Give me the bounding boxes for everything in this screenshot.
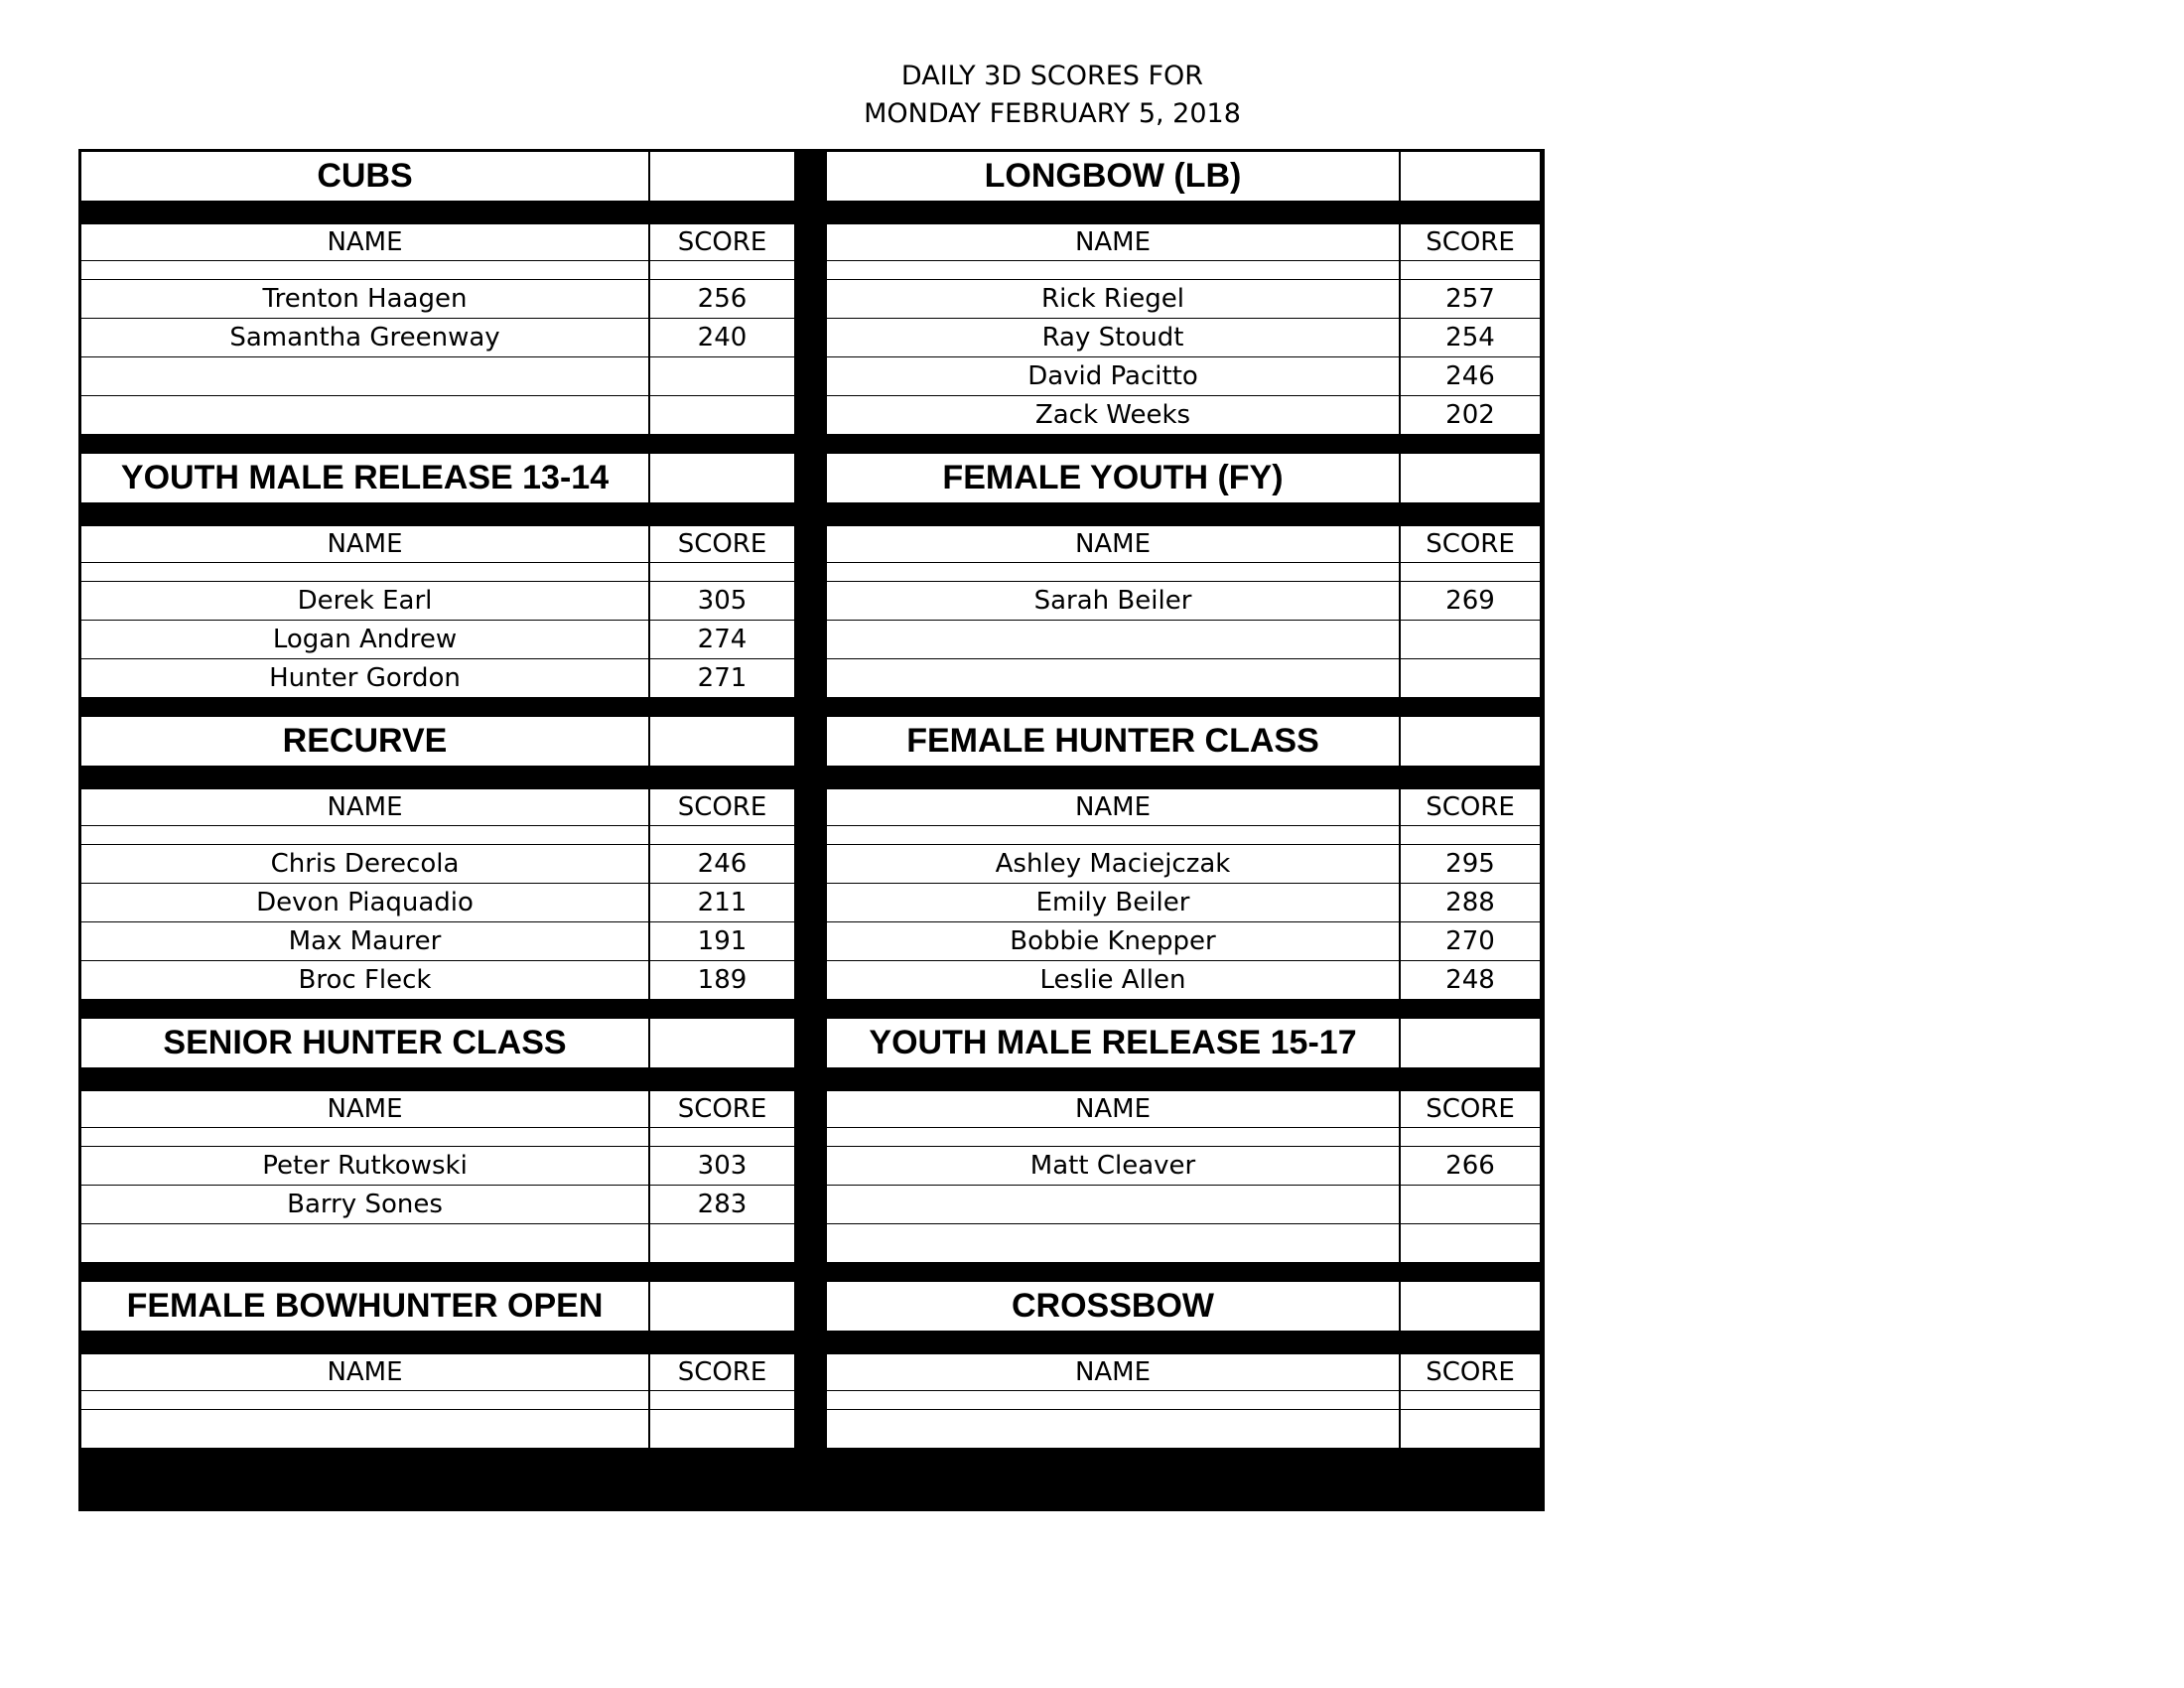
category-header: YOUTH MALE RELEASE 15-17 — [827, 1019, 1399, 1067]
competitor-score — [650, 357, 794, 395]
score-column-header: SCORE — [650, 1354, 794, 1390]
spacer-row — [1401, 563, 1540, 581]
name-column-header: NAME — [827, 1091, 1399, 1127]
scores-table — [78, 149, 1545, 1511]
spacer-row — [827, 1391, 1399, 1409]
competitor-name — [827, 621, 1399, 658]
category-header-blank — [1401, 152, 1540, 201]
competitor-name: Max Maurer — [81, 922, 648, 960]
competitor-score: 288 — [1401, 884, 1540, 921]
category-header: FEMALE HUNTER CLASS — [827, 717, 1399, 766]
spacer-row — [827, 563, 1399, 581]
competitor-name: Zack Weeks — [827, 396, 1399, 434]
competitor-name: Broc Fleck — [81, 961, 648, 999]
competitor-score — [1401, 621, 1540, 658]
category-header: FEMALE YOUTH (FY) — [827, 454, 1399, 502]
competitor-score: 271 — [650, 659, 794, 697]
competitor-score: 246 — [1401, 357, 1540, 395]
name-column-header: NAME — [81, 789, 648, 825]
category-header-blank — [650, 152, 794, 201]
competitor-name: Bobbie Knepper — [827, 922, 1399, 960]
category-header: CROSSBOW — [827, 1282, 1399, 1331]
page-title — [0, 58, 2184, 133]
score-column-header: SCORE — [650, 1091, 794, 1127]
score-column-header: SCORE — [1401, 526, 1540, 562]
competitor-name: Devon Piaquadio — [81, 884, 648, 921]
competitor-name: Ashley Maciejczak — [827, 845, 1399, 883]
competitor-score: 254 — [1401, 319, 1540, 356]
competitor-score — [1401, 1224, 1540, 1262]
competitor-name — [827, 659, 1399, 697]
score-column-header: SCORE — [650, 789, 794, 825]
competitor-name: Derek Earl — [81, 582, 648, 620]
category-header-blank — [1401, 1019, 1540, 1067]
spacer-row — [827, 1128, 1399, 1146]
spacer-row — [1401, 261, 1540, 279]
competitor-score: 257 — [1401, 280, 1540, 318]
score-column-header: SCORE — [650, 526, 794, 562]
name-column-header: NAME — [827, 1354, 1399, 1390]
competitor-name — [827, 1186, 1399, 1223]
category-header: YOUTH MALE RELEASE 13-14 — [81, 454, 648, 502]
competitor-score — [1401, 659, 1540, 697]
competitor-score: 283 — [650, 1186, 794, 1223]
spacer-row — [650, 261, 794, 279]
competitor-name — [81, 1224, 648, 1262]
competitor-name: Logan Andrew — [81, 621, 648, 658]
spacer-row — [1401, 1391, 1540, 1409]
competitor-score: 270 — [1401, 922, 1540, 960]
spacer-row — [1401, 826, 1540, 844]
competitor-name: Hunter Gordon — [81, 659, 648, 697]
competitor-score: 240 — [650, 319, 794, 356]
score-column-header: SCORE — [1401, 1091, 1540, 1127]
spacer-row — [650, 1391, 794, 1409]
spacer-row — [81, 1128, 648, 1146]
category-header-blank — [1401, 717, 1540, 766]
category-header-blank — [650, 1282, 794, 1331]
spacer-row — [827, 826, 1399, 844]
competitor-name — [827, 1224, 1399, 1262]
competitor-score: 191 — [650, 922, 794, 960]
competitor-name — [827, 1410, 1399, 1448]
competitor-name: Trenton Haagen — [81, 280, 648, 318]
competitor-name — [81, 1410, 648, 1448]
name-column-header: NAME — [827, 224, 1399, 260]
spacer-row — [650, 563, 794, 581]
category-header-blank — [650, 454, 794, 502]
competitor-score — [650, 1410, 794, 1448]
competitor-name: Samantha Greenway — [81, 319, 648, 356]
competitor-name: Leslie Allen — [827, 961, 1399, 999]
competitor-score: 211 — [650, 884, 794, 921]
name-column-header: NAME — [827, 526, 1399, 562]
competitor-score: 269 — [1401, 582, 1540, 620]
title-line-1: DAILY 3D SCORES FOR — [900, 61, 1204, 91]
name-column-header: NAME — [81, 1354, 648, 1390]
competitor-name: Rick Riegel — [827, 280, 1399, 318]
category-header-blank — [1401, 454, 1540, 502]
competitor-score: 246 — [650, 845, 794, 883]
competitor-score: 189 — [650, 961, 794, 999]
category-header-blank — [650, 1019, 794, 1067]
competitor-score: 303 — [650, 1147, 794, 1185]
category-header-blank — [650, 717, 794, 766]
name-column-header: NAME — [81, 224, 648, 260]
category-header: RECURVE — [81, 717, 648, 766]
category-header: CUBS — [81, 152, 648, 201]
competitor-score: 256 — [650, 280, 794, 318]
competitor-score: 274 — [650, 621, 794, 658]
competitor-score: 295 — [1401, 845, 1540, 883]
spacer-row — [81, 563, 648, 581]
name-column-header: NAME — [81, 1091, 648, 1127]
score-column-header: SCORE — [650, 224, 794, 260]
category-header-blank — [1401, 1282, 1540, 1331]
name-column-header: NAME — [81, 526, 648, 562]
title-line-2: MONDAY FEBRUARY 5, 2018 — [864, 98, 1241, 129]
spacer-row — [81, 1391, 648, 1409]
competitor-score: 266 — [1401, 1147, 1540, 1185]
competitor-name: Sarah Beiler — [827, 582, 1399, 620]
spacer-row — [1401, 1128, 1540, 1146]
name-column-header: NAME — [827, 789, 1399, 825]
competitor-score: 305 — [650, 582, 794, 620]
competitor-name — [81, 357, 648, 395]
competitor-score: 202 — [1401, 396, 1540, 434]
competitor-name: Emily Beiler — [827, 884, 1399, 921]
score-column-header: SCORE — [1401, 1354, 1540, 1390]
score-column-header: SCORE — [1401, 789, 1540, 825]
competitor-name: Peter Rutkowski — [81, 1147, 648, 1185]
category-header: LONGBOW (LB) — [827, 152, 1399, 201]
competitor-score — [650, 396, 794, 434]
competitor-name: Chris Derecola — [81, 845, 648, 883]
competitor-name: Barry Sones — [81, 1186, 648, 1223]
competitor-name: Matt Cleaver — [827, 1147, 1399, 1185]
category-header: SENIOR HUNTER CLASS — [81, 1019, 648, 1067]
category-header: FEMALE BOWHUNTER OPEN — [81, 1282, 648, 1331]
competitor-name: David Pacitto — [827, 357, 1399, 395]
spacer-row — [650, 826, 794, 844]
spacer-row — [827, 261, 1399, 279]
score-column-header: SCORE — [1401, 224, 1540, 260]
competitor-score — [1401, 1410, 1540, 1448]
competitor-score — [1401, 1186, 1540, 1223]
spacer-row — [650, 1128, 794, 1146]
spacer-row — [81, 261, 648, 279]
competitor-score: 248 — [1401, 961, 1540, 999]
spacer-row — [81, 826, 648, 844]
competitor-score — [650, 1224, 794, 1262]
competitor-name: Ray Stoudt — [827, 319, 1399, 356]
competitor-name — [81, 396, 648, 434]
